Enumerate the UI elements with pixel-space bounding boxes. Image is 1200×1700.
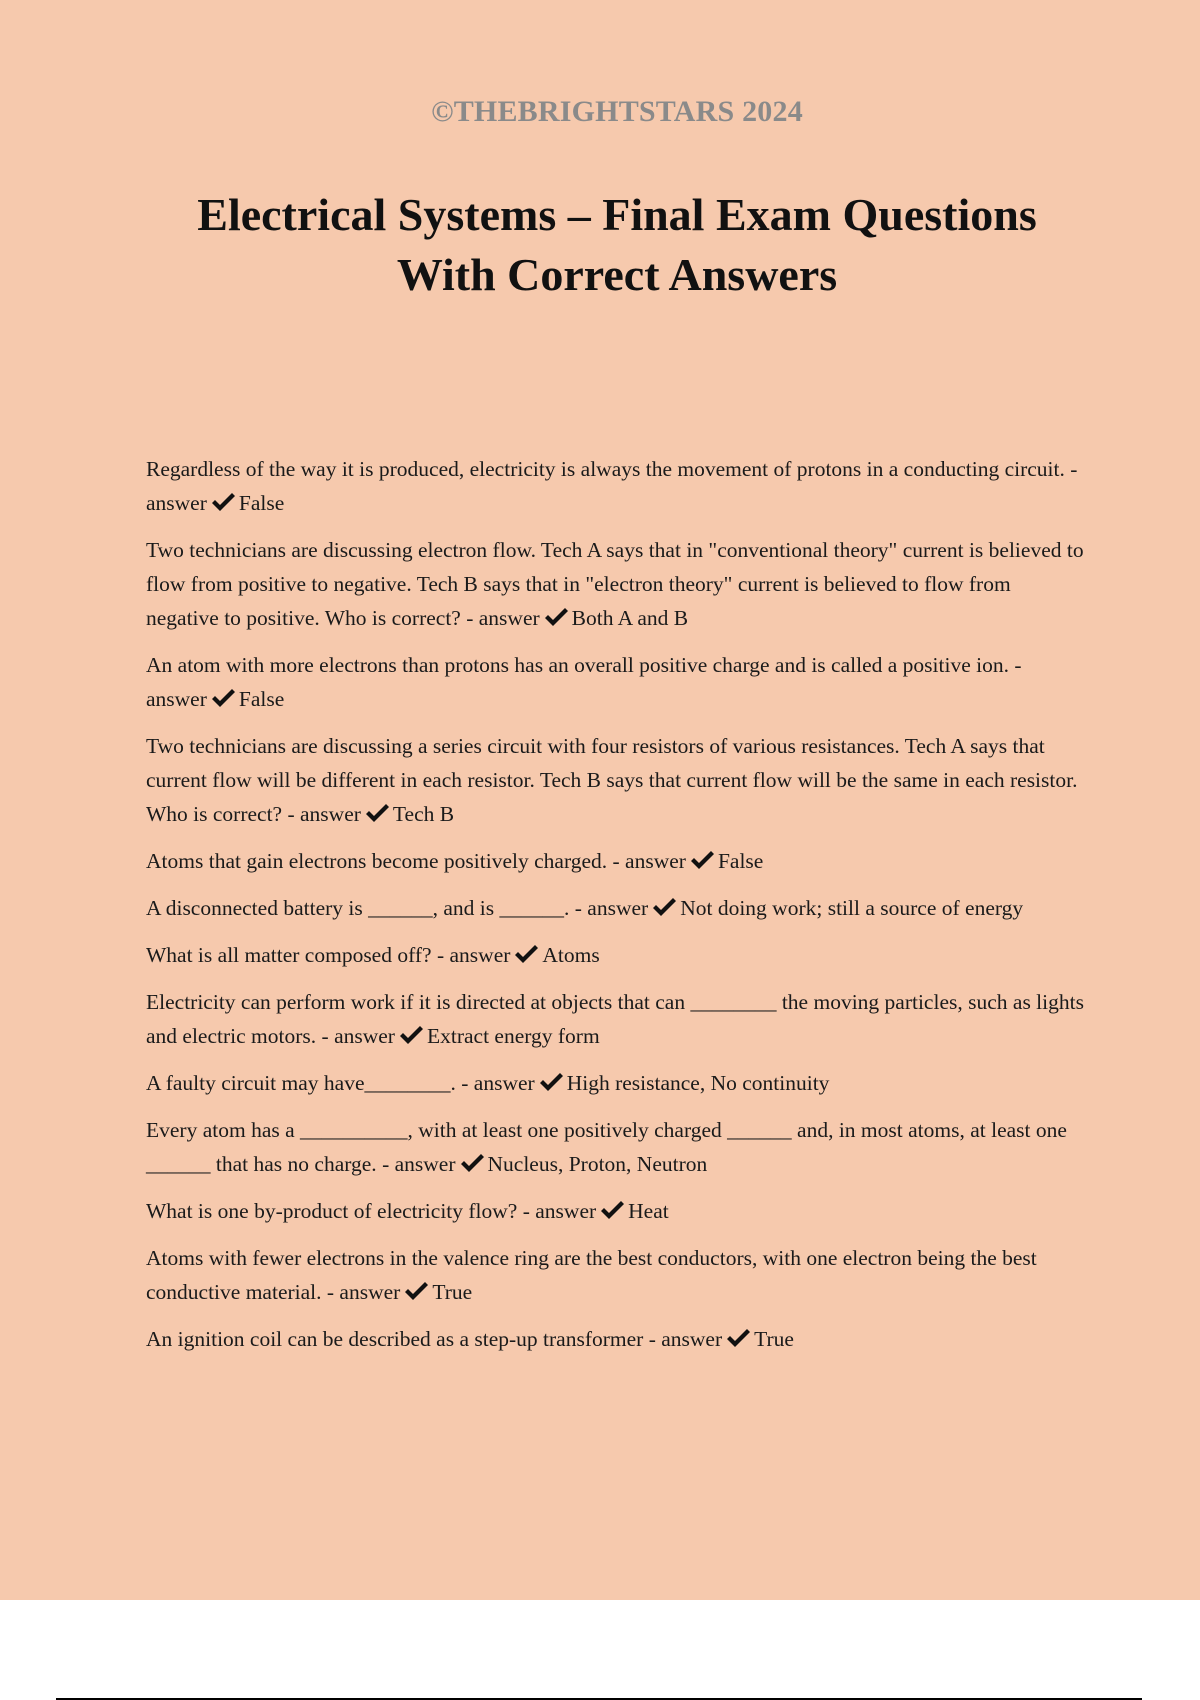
checkmark-icon (538, 1072, 564, 1092)
answer-separator: - answer (648, 1327, 723, 1351)
answer-separator: - answer (436, 943, 511, 967)
checkmark-icon (403, 1281, 429, 1301)
question-text: An ignition coil can be described as a step-up transformer (146, 1327, 644, 1351)
answer-separator: - answer (326, 1280, 401, 1304)
checkmark-icon (651, 897, 677, 917)
qa-item (146, 1241, 1086, 1309)
qa-item (146, 1066, 1086, 1100)
question-text: Atoms with fewer electrons in the valence ring are the best conductors, with one electron being the best conductive material. (146, 1246, 1037, 1304)
qa-item (146, 729, 1086, 831)
question-text: Electricity can perform work if it is directed at objects that can ________ the moving particles, such as lights and electric motors. (146, 990, 1084, 1048)
checkmark-icon (364, 803, 390, 823)
answer-separator: - answer (522, 1199, 597, 1223)
qa-item (146, 648, 1086, 716)
answer-text: Tech B (392, 802, 455, 826)
answer-text: True (432, 1280, 473, 1304)
checkmark-icon (599, 1200, 625, 1220)
question-text: Regardless of the way it is produced, electricity is always the movement of protons in a conducting circuit. (146, 457, 1065, 481)
answer-separator: - answer (321, 1024, 395, 1048)
title-line-1: Electrical Systems – Final Exam Questions (197, 189, 1037, 240)
checkmark-icon (210, 688, 236, 708)
question-text: Every atom has a __________, with at least one positively charged ______ and, in most atoms, at least one ______ that has no charge. (146, 1118, 1067, 1176)
question-text: An atom with more electrons than protons has an overall positive charge and is called a positive ion. (146, 653, 1009, 677)
qa-item (146, 844, 1086, 878)
checkmark-icon (689, 850, 715, 870)
qa-item (146, 985, 1086, 1053)
answer-separator: - answer (146, 653, 1022, 711)
question-text: Atoms that gain electrons become positively charged. (146, 849, 608, 873)
answer-text: Heat (628, 1199, 669, 1223)
checkmark-icon (210, 492, 236, 512)
qa-item (146, 533, 1086, 635)
answer-text: Extract energy form (426, 1024, 600, 1048)
answer-text: True (754, 1327, 794, 1351)
answer-text: Both A and B (571, 606, 689, 630)
qa-item (146, 1194, 1086, 1228)
checkmark-icon (513, 944, 539, 964)
answer-separator: - answer (574, 896, 649, 920)
question-text: A disconnected battery is ______, and is ______. (146, 896, 570, 920)
question-list (146, 452, 1086, 1369)
qa-item (146, 452, 1086, 520)
answer-text: False (717, 849, 764, 873)
answer-text: False (238, 491, 285, 515)
answer-text: Not doing work; still a source of energy (680, 896, 1024, 920)
question-text: Two technicians are discussing electron flow. Tech A says that in "conventional theory" current is believed to flow from positive to negative. Tech B says that in "electron theory" current is believed to flow from negative to positive. Who is correct? (146, 538, 1084, 630)
qa-item (146, 1113, 1086, 1181)
checkmark-icon (543, 607, 569, 627)
answer-separator: - answer (382, 1152, 456, 1176)
question-text: A faulty circuit may have________. (146, 1071, 456, 1095)
copyright-watermark: ©THEBRIGHTSTARS 2024 (431, 95, 803, 128)
checkmark-icon (725, 1328, 751, 1348)
qa-item (146, 891, 1086, 925)
answer-separator: - answer (612, 849, 686, 873)
title-line-2: With Correct Answers (396, 249, 838, 300)
question-text: What is all matter composed off? (146, 943, 432, 967)
answer-separator: - answer (146, 457, 1078, 515)
answer-separator: - answer (287, 802, 361, 826)
question-text: Two technicians are discussing a series circuit with four resistors of various resistances. Tech A says that current flow will be different in each resistor. Tech B says that current flow will be the same in each resistor. Who is correct? (146, 734, 1078, 826)
answer-separator: - answer (466, 606, 540, 630)
answer-separator: - answer (461, 1071, 535, 1095)
question-text: What is one by-product of electricity flow? (146, 1199, 518, 1223)
answer-text: High resistance, No continuity (566, 1071, 830, 1095)
document-title (0, 185, 1200, 305)
qa-item (146, 938, 1086, 972)
answer-text: Atoms (542, 943, 600, 967)
answer-text: False (238, 687, 285, 711)
qa-item (146, 1322, 1086, 1356)
answer-text: Nucleus, Proton, Neutron (487, 1152, 708, 1176)
checkmark-icon (459, 1153, 485, 1173)
checkmark-icon (398, 1025, 424, 1045)
